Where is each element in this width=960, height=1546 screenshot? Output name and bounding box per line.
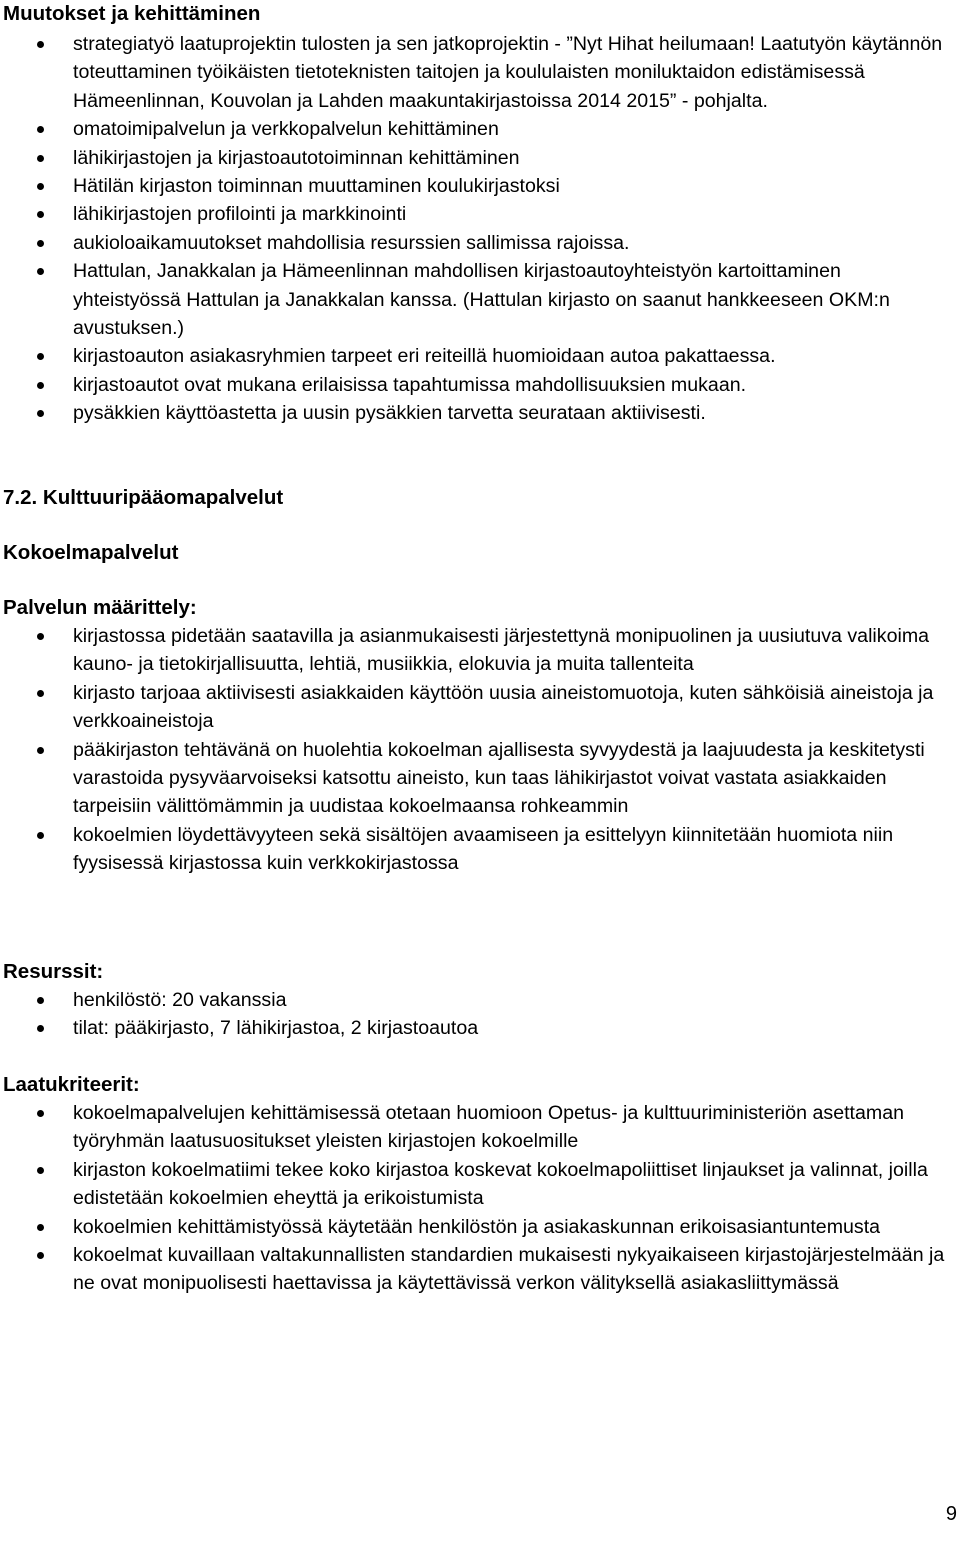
list-item: aukioloaikamuutokset mahdollisia resurssien sallimissa rajoissa. [0,229,950,257]
heading-laatukriteerit: Laatukriteerit: [3,1073,140,1096]
list-palvelun-maarittely [0,622,950,878]
heading-kokoelmapalvelut: Kokoelmapalvelut [3,541,179,564]
list-resurssit [0,986,950,1043]
list-item: kirjasto tarjoaa aktiivisesti asiakkaiden käyttöön uusia aineistomuotoja, kuten sähköisiä aineistoja ja verkkoaineistoja [0,679,950,736]
list-item: omatoimipalvelun ja verkkopalvelun kehittäminen [0,115,950,143]
chapter-heading: 7.2. Kulttuuripääomapalvelut [3,486,284,509]
heading-resurssit: Resurssit: [3,960,104,983]
list-muutokset [0,30,950,428]
page-number: 9 [945,1503,957,1525]
list-laatukriteerit [0,1099,950,1298]
list-item: lähikirjastojen profilointi ja markkinointi [0,200,950,228]
heading-muutokset: Muutokset ja kehittäminen [3,2,261,25]
heading-palvelun-maarittely: Palvelun määrittely: [3,596,197,619]
list-item: Hätilän kirjaston toiminnan muuttaminen koulukirjastoksi [0,172,950,200]
list-item: kirjastoautot ovat mukana erilaisissa tapahtumissa mahdollisuuksien mukaan. [0,371,950,399]
list-item: kirjastossa pidetään saatavilla ja asianmukaisesti järjestettynä monipuolinen ja uusiutuva valikoima kauno- ja tietokirjallisuutta, lehtiä, musiikkia, elokuvia ja muita tallenteita [0,622,950,679]
list-item: pysäkkien käyttöastetta ja uusin pysäkkien tarvetta seurataan aktiivisesti. [0,399,950,427]
list-item: tilat: pääkirjasto, 7 lähikirjastoa, 2 kirjastoautoa [0,1014,950,1042]
list-item: lähikirjastojen ja kirjastoautotoiminnan kehittäminen [0,144,950,172]
list-item: pääkirjaston tehtävänä on huolehtia kokoelman ajallisesta syvyydestä ja laajuudesta ja keskitetysti varastoida pysyväarvoiseksi katsottu aineisto, kun taas lähikirjastot voivat vastata asiakkaiden tarpeisiin välittömämmin ja uudistaa kokoelmaansa rohkeammin [0,736,950,821]
list-item: strategiatyö laatuprojektin tulosten ja sen jatkoprojektin - ”Nyt Hihat heilumaan! Laatutyön käytännön toteuttaminen työikäisten tietoteknisten taitojen ja koululaisten moniluktaidon edistämisessä Hämeenlinnan, Kouvolan ja Lahden maakuntakirjastoissa 2014 2015” - pohjalta. [0,30,950,115]
list-item: kokoelmien löydettävyyteen sekä sisältöjen avaamiseen ja esittelyyn kiinnitetään huomiota niin fyysisessä kirjastossa kuin verkkokirjastossa [0,821,950,878]
list-item: kokoelmapalvelujen kehittämisessä otetaan huomioon Opetus- ja kulttuuriministeriön asettaman työryhmän laatusuositukset yleisten kirjastojen kokoelmille [0,1099,950,1156]
list-item: kokoelmien kehittämistyössä käytetään henkilöstön ja asiakaskunnan erikoisasiantuntemusta [0,1213,950,1241]
list-item: kokoelmat kuvaillaan valtakunnallisten standardien mukaisesti nykyaikaiseen kirjastojärjestelmään ja ne ovat monipuolisesti haettavissa ja käytettävissä verkon välityksellä asiakasliittymässä [0,1241,950,1298]
list-item: henkilöstö: 20 vakanssia [0,986,950,1014]
list-item: kirjaston kokoelmatiimi tekee koko kirjastoa koskevat kokoelmapoliittiset linjaukset ja valinnat, joilla edistetään kokoelmien eheyttä ja erikoistumista [0,1156,950,1213]
list-item: kirjastoauton asiakasryhmien tarpeet eri reiteillä huomioidaan autoa pakattaessa. [0,342,950,370]
list-item: Hattulan, Janakkalan ja Hämeenlinnan mahdollisen kirjastoautoyhteistyön kartoittaminen yhteistyössä Hattulan ja Janakkalan kanssa. (Hattulan kirjasto on saanut hankkeeseen OKM:n avustuksen.) [0,257,950,342]
